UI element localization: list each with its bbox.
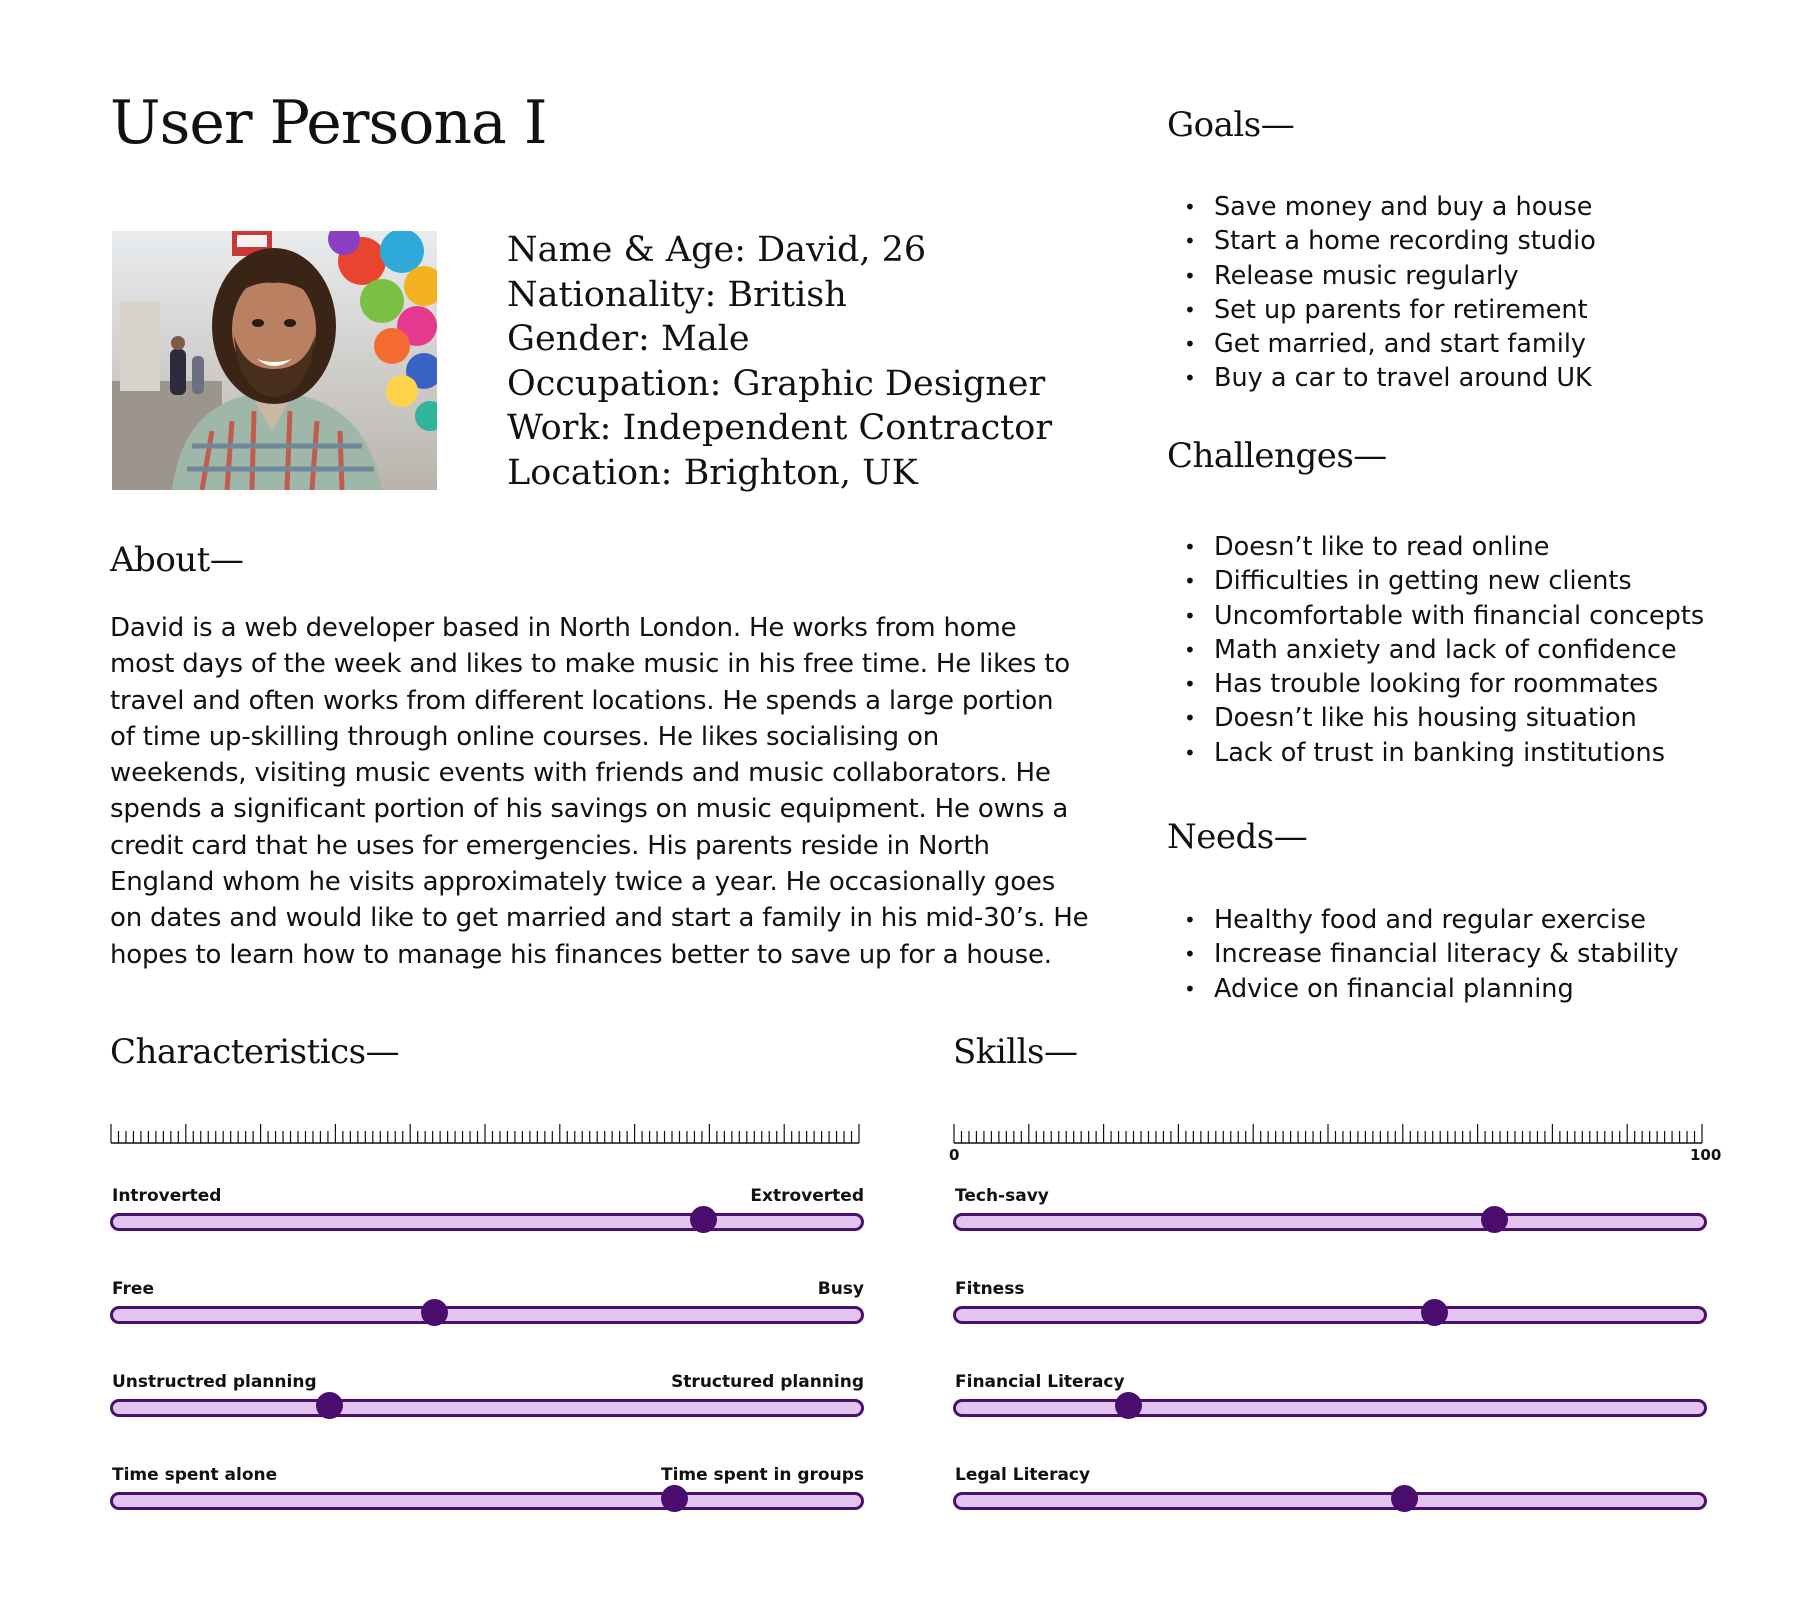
slider-thumb[interactable] [316,1392,343,1419]
persona-photo-image [112,231,437,490]
slider-thumb[interactable] [421,1299,448,1326]
detail-location: Location: Brighton, UK [507,452,918,493]
slider-thumb[interactable] [690,1206,717,1233]
detail-nationality: Nationality: British [507,274,847,315]
about-line: hopes to learn how to manage his finances better to save up for a house. [110,939,1052,970]
about-paragraph [110,610,1130,973]
need-item: • Advice on financial planning [1172,972,1679,1006]
goals-list [1172,190,1596,396]
slider-track[interactable] [110,1306,864,1324]
goal-item: • Buy a car to travel around UK [1172,361,1596,395]
skill-label: Financial Literacy [955,1372,1125,1392]
goal-item: • Start a home recording studio [1172,224,1596,258]
about-line: on dates and would like to get married and start a family in his mid-30’s. He [110,903,1089,934]
about-line: travel and often works from different locations. He spends a large portion [110,685,1054,716]
goals-heading: Goals— [1167,105,1295,145]
characteristics-ruler [110,1122,864,1144]
challenge-item: • Has trouble looking for roommates [1172,667,1704,701]
skill-track[interactable] [953,1306,1707,1324]
challenge-item: • Lack of trust in banking institutions [1172,736,1704,770]
slider-left-label: Introverted [112,1186,222,1206]
slider-track[interactable] [110,1399,864,1417]
scale-min-label: 0 [949,1146,960,1164]
need-item: • Increase financial literacy & stability [1172,937,1679,971]
goal-item: • Save money and buy a house [1172,190,1596,224]
slider-right-label: Time spent in groups [660,1465,864,1485]
about-line: of time up-skilling through online courses. He likes socialising on [110,721,939,752]
about-line: David is a web developer based in North London. He works from home [110,613,1017,643]
challenges-list [1172,530,1704,770]
challenge-item: • Doesn’t like to read online [1172,530,1704,564]
needs-heading: Needs— [1167,817,1308,857]
skills-ruler [953,1122,1707,1144]
skill-track[interactable] [953,1213,1707,1231]
detail-work: Work: Independent Contractor [507,408,1053,448]
page-title: User Persona I [110,88,547,158]
skill-thumb[interactable] [1115,1392,1142,1419]
goal-item: • Get married, and start family [1172,327,1596,361]
persona-photo [112,231,437,490]
about-heading: About— [110,540,244,580]
slider-track[interactable] [110,1213,864,1231]
slider-thumb[interactable] [661,1485,688,1512]
skill-label: Tech-savy [955,1186,1049,1206]
characteristics-heading: Characteristics— [110,1032,400,1072]
about-line: spends a significant portion of his savings on music equipment. He owns a [110,794,1069,825]
challenges-heading: Challenges— [1167,436,1387,476]
slider-left-label: Free [112,1279,154,1299]
skill-track[interactable] [953,1492,1707,1510]
slider-left-label: Unstructred planning [112,1372,317,1392]
challenge-item: • Difficulties in getting new clients [1172,564,1704,598]
slider-right-label: Busy [817,1279,864,1299]
scale-max-label: 100 [1690,1146,1722,1164]
needs-list [1172,903,1679,1006]
challenge-item: • Uncomfortable with financial concepts [1172,599,1704,633]
about-line: weekends, visiting music events with friends and music collaborators. He [110,758,1051,789]
skill-thumb[interactable] [1481,1206,1508,1233]
skill-label: Fitness [955,1279,1025,1299]
slider-right-label: Extroverted [750,1186,864,1206]
detail-gender: Gender: Male [507,319,750,359]
profile-details [507,228,1052,495]
slider-right-label: Structured planning [671,1372,864,1392]
detail-name-age: Name & Age: David, 26 [507,230,927,270]
skill-thumb[interactable] [1421,1299,1448,1326]
need-item: • Healthy food and regular exercise [1172,903,1679,937]
skills-heading: Skills— [953,1032,1078,1072]
skill-track[interactable] [953,1399,1707,1417]
detail-occupation: Occupation: Graphic Designer [507,363,1046,404]
goal-item: • Set up parents for retirement [1172,293,1596,327]
slider-left-label: Time spent alone [112,1465,278,1485]
slider-track[interactable] [110,1492,864,1510]
challenge-item: • Doesn’t like his housing situation [1172,701,1704,735]
goal-item: • Release music regularly [1172,259,1596,293]
challenge-item: • Math anxiety and lack of confidence [1172,633,1704,667]
about-line: most days of the week and likes to make music in his free time. He likes to [110,649,1071,680]
skill-label: Legal Literacy [955,1465,1091,1485]
skill-thumb[interactable] [1391,1485,1418,1512]
about-line: England whom he visits approximately twice a year. He occasionally goes [110,867,1056,898]
about-line: credit card that he uses for emergencies. His parents reside in North [110,830,990,861]
